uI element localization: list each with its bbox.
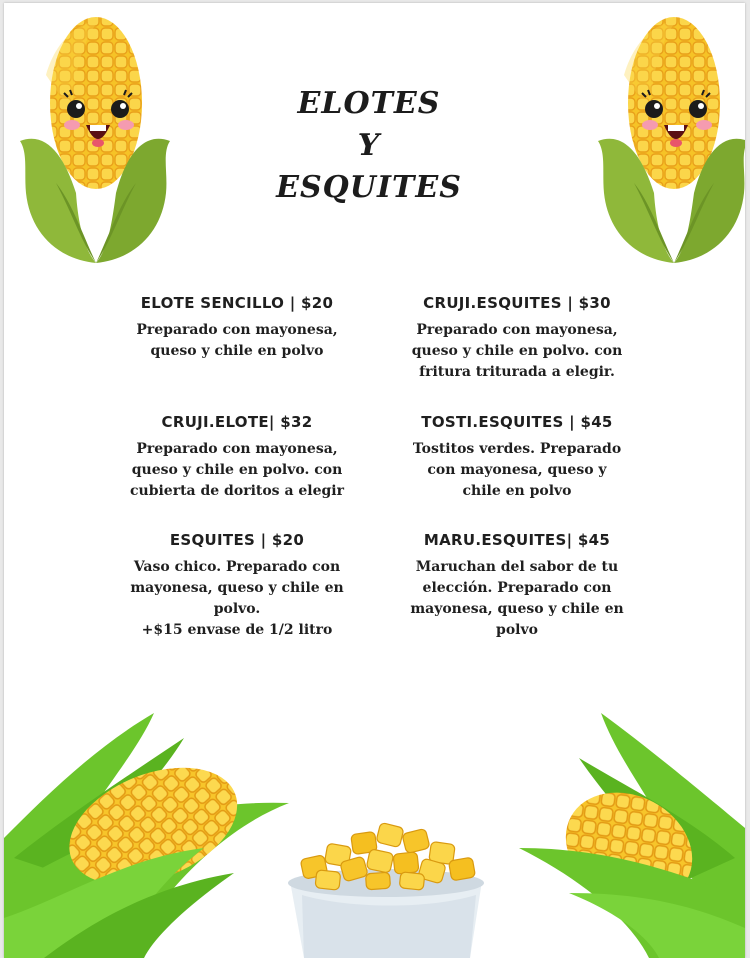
menu-item-cruji-esquites: [382, 293, 652, 383]
menu-item-name: MARU.ESQUITES| $45: [423, 531, 611, 549]
corn-cob-with-husk-icon: [509, 708, 745, 958]
menu-item-tosti-esquites: [382, 412, 652, 502]
menu-item-description: Preparado con mayonesa, queso y chile en polvo: [136, 322, 338, 359]
menu-item-elote-sencillo: [102, 293, 372, 362]
menu-title: [234, 83, 504, 209]
menu-item-description: Preparado con mayonesa, queso y chile en polvo. con fritura triturada a elegir.: [411, 322, 623, 380]
menu-item-esquites: [102, 530, 372, 641]
menu-item-maru-esquites: [382, 530, 652, 641]
menu-item-name: CRUJI.ESQUITES | $30: [423, 294, 611, 312]
cute-corn-character-icon: [16, 13, 174, 265]
menu-page: [4, 3, 745, 958]
corn-cob-with-husk-icon: [4, 708, 294, 958]
title-line-1: ELOTES: [297, 86, 441, 121]
menu-item-description: Maruchan del sabor de tu elección. Preparado con mayonesa, queso y chile en polvo: [410, 559, 624, 638]
title-line-3: ESQUITES: [276, 170, 462, 205]
cup-of-corn-kernels-icon: [282, 815, 496, 958]
menu-item-description: Tostitos verdes. Preparado con mayonesa, queso y chile en polvo: [412, 441, 622, 499]
menu-item-name: ESQUITES | $20: [169, 531, 305, 549]
menu-item-description: Vaso chico. Preparado con mayonesa, queso y chile en polvo. +$15 envase de 1/2 litro: [130, 559, 344, 638]
menu-item-name: TOSTI.ESQUITES | $45: [421, 413, 613, 431]
menu-item-name: ELOTE SENCILLO | $20: [140, 294, 334, 312]
title-line-2: Y: [357, 128, 381, 163]
cute-corn-character-icon: [594, 13, 745, 265]
menu-item-description: Preparado con mayonesa, queso y chile en polvo. con cubierta de doritos a elegir: [129, 441, 345, 499]
menu-item-cruji-elote: [102, 412, 372, 502]
menu-item-name: CRUJI.ELOTE| $32: [161, 413, 313, 431]
